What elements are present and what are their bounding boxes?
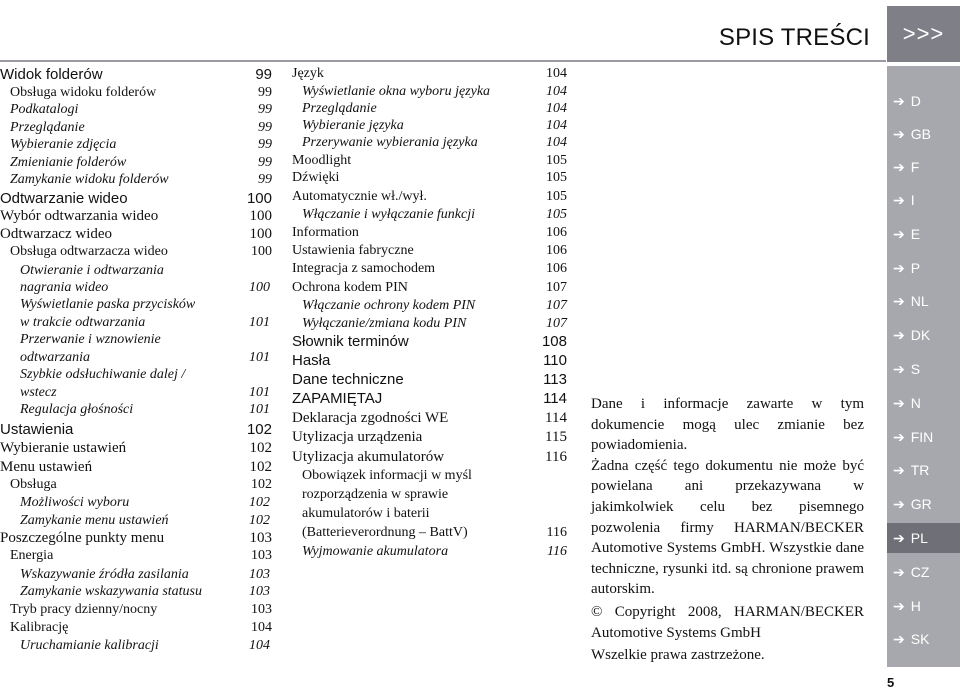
toc-entry-title: wstecz — [20, 384, 57, 400]
notice-paragraph: © Copyright 2008, HARMAN/BECKER Automotive Systems GmbH — [591, 603, 864, 641]
toc-entry[interactable] — [0, 332, 272, 350]
toc-entry-page: 99 — [258, 84, 272, 100]
toc-entry-page: 103 — [249, 530, 272, 546]
toc-entry-page: 116 — [545, 448, 567, 465]
arrow-right-icon: ➔ — [893, 93, 905, 109]
arrow-right-icon: ➔ — [893, 327, 905, 343]
toc-entry-title: Przeglądanie — [10, 119, 85, 135]
toc-entry[interactable] — [0, 620, 272, 638]
sidebar-item-label: F — [910, 159, 920, 175]
notice-paragraph: Dane i informacje zawarte w tym dokumencie mogą ulec zmianie bez powiadomienia. — [591, 396, 864, 454]
toc-entry[interactable] — [292, 352, 567, 371]
toc-entry-page: 110 — [543, 351, 567, 369]
toc-entry-title: Menu ustawień — [0, 458, 93, 475]
sidebar-item-label: DK — [910, 327, 931, 343]
toc-entry-title: Szybkie odsłuchiwanie dalej / — [20, 367, 186, 382]
notice-paragraph: Wszelkie prawa zastrzeżone. — [591, 647, 765, 664]
toc-entry[interactable] — [0, 477, 272, 495]
toc-entry-page: 100 — [249, 208, 272, 224]
toc-entry-page: 104 — [249, 637, 270, 653]
toc-entry-title: Wybór odtwarzania wideo — [0, 208, 159, 224]
toc-entry-page: 102 — [249, 512, 270, 528]
sidebar-item-dk[interactable] — [887, 320, 960, 350]
arrow-right-icon: ➔ — [893, 361, 905, 377]
toc-entry-title: rozporządzenia w sprawie — [302, 487, 449, 502]
toc-entry-page: 104 — [546, 117, 567, 133]
toc-entry-title: Obsługa odtwarzacza wideo — [10, 244, 168, 259]
sidebar-item-gr[interactable] — [887, 489, 960, 519]
toc-entry-page: 102 — [246, 421, 272, 438]
sidebar-item-pl[interactable] — [887, 523, 960, 553]
copyright-notice — [591, 394, 864, 666]
toc-entry-page: 102 — [249, 458, 272, 475]
toc-entry-title: Utylizacja akumulatorów — [292, 448, 445, 465]
arrow-right-icon: ➔ — [893, 260, 905, 276]
toc-entry-page: 99 — [255, 66, 272, 83]
toc-entry[interactable] — [292, 487, 567, 506]
arrow-right-icon: ➔ — [893, 192, 905, 208]
toc-entry-title: Otwieranie i odtwarzania — [20, 263, 164, 278]
toc-entry[interactable] — [292, 135, 567, 153]
toc-entry[interactable] — [292, 390, 567, 410]
sidebar-item-e[interactable] — [887, 219, 960, 249]
toc-entry-title: Widok folderów — [0, 66, 103, 83]
toc-entry-title: Regulacja głośności — [20, 402, 134, 417]
toc-entry[interactable] — [292, 243, 567, 262]
toc-entry-page: 104 — [251, 619, 272, 635]
toc-entry-title: Zamykanie menu ustawień — [20, 512, 169, 528]
toc-entry-title: Wybieranie zdjęcia — [10, 137, 117, 152]
toc-entry-page: 101 — [249, 384, 270, 400]
toc-entry-title: Możliwości wyboru — [20, 495, 130, 510]
toc-entry-title: Wybieranie ustawień — [0, 440, 127, 456]
toc-entry-page: 104 — [546, 83, 567, 99]
toc-entry[interactable] — [0, 402, 272, 421]
toc-entry[interactable] — [0, 208, 272, 226]
toc-entry[interactable] — [292, 410, 567, 430]
toc-entry-page: 113 — [543, 370, 567, 388]
toc-entry-page: 102 — [249, 440, 272, 456]
toc-entry-page: 100 — [249, 280, 270, 295]
toc-entry-title: Odtwarzacz wideo — [0, 226, 113, 242]
toc-entry-page: 103 — [251, 548, 272, 563]
toc-entry[interactable] — [292, 261, 567, 280]
toc-entry-page: 107 — [546, 315, 567, 331]
toc-entry-title: Zamykanie wskazywania statusu — [20, 584, 202, 599]
toc-column-right — [292, 66, 567, 563]
arrow-right-icon: ➔ — [893, 395, 905, 411]
sidebar-item-cz[interactable] — [887, 557, 960, 587]
toc-entry-title: Język — [292, 66, 324, 81]
toc-entry-page: 104 — [546, 100, 567, 116]
toc-entry[interactable] — [0, 530, 272, 548]
arrow-right-icon: ➔ — [893, 293, 905, 309]
arrow-right-icon: ➔ — [893, 598, 905, 614]
toc-entry-title: Przerwanie i wznowienie — [20, 332, 161, 347]
toc-entry[interactable] — [292, 525, 567, 544]
toc-entry-title: w trakcie odtwarzania — [20, 314, 146, 330]
toc-entry[interactable] — [292, 429, 567, 449]
toc-column-left — [0, 66, 272, 656]
toc-entry-page: 106 — [546, 261, 567, 276]
arrow-right-icon: ➔ — [893, 530, 905, 546]
toc-entry[interactable] — [0, 85, 272, 103]
toc-entry[interactable] — [292, 84, 567, 101]
toc-entry-title: Przerywanie wybierania języka — [302, 134, 478, 150]
toc-entry-title: akumulatorów i baterii — [302, 506, 430, 521]
toc-entry-page: 107 — [546, 298, 567, 313]
toc-entry[interactable] — [0, 120, 272, 138]
toc-entry[interactable] — [292, 66, 567, 84]
toc-entry-title: Ochrona kodem PIN — [292, 279, 408, 295]
toc-entry[interactable] — [292, 333, 567, 352]
toc-entry[interactable] — [0, 244, 272, 263]
toc-entry[interactable] — [0, 495, 272, 513]
sidebar-item-label: GR — [910, 496, 932, 512]
toc-entry-title: Hasła — [292, 351, 331, 369]
toc-entry[interactable] — [292, 170, 567, 189]
toc-entry-title: Dźwięki — [292, 170, 340, 185]
sidebar-item-f[interactable] — [887, 152, 960, 182]
toc-entry-title: Uruchamianie kalibracji — [20, 637, 159, 653]
toc-entry-title: Odtwarzanie wideo — [0, 189, 128, 207]
toc-entry[interactable] — [0, 155, 272, 173]
toc-entry-title: Dane techniczne — [292, 370, 404, 388]
toc-entry-page: 104 — [546, 66, 567, 81]
sidebar-item-label: NL — [910, 293, 929, 309]
sidebar-item-label: FIN — [910, 429, 934, 445]
toc-entry[interactable] — [292, 544, 567, 563]
toc-entry-page: 101 — [249, 349, 270, 365]
toc-entry-page: 102 — [251, 477, 272, 492]
toc-entry-title: Włączanie i wyłączanie funkcji — [302, 206, 476, 222]
sidebar-item-label: SK — [910, 631, 930, 647]
arrow-right-icon: ➔ — [893, 462, 905, 478]
arrow-right-icon: ➔ — [893, 631, 905, 647]
toc-entry-page: 101 — [249, 402, 270, 417]
sidebar-item-gb[interactable] — [887, 119, 960, 149]
toc-entry-title: Poszczególne punkty menu — [0, 530, 165, 546]
toc-entry-page: 105 — [546, 170, 567, 185]
toc-entry-title: Kalibrację — [10, 619, 69, 635]
toc-entry-title: odtwarzania — [20, 349, 91, 365]
toc-entry-page: 108 — [541, 332, 567, 350]
sidebar-item-i[interactable] — [887, 185, 960, 215]
toc-entry[interactable] — [0, 226, 272, 244]
sidebar-item-label: GB — [910, 126, 931, 142]
toc-entry-title: Information — [292, 224, 359, 240]
toc-entry-page: 104 — [546, 134, 567, 150]
toc-entry[interactable] — [0, 190, 272, 209]
toc-entry-page: 99 — [258, 137, 272, 152]
toc-entry-page: 100 — [249, 226, 272, 242]
toc-entry[interactable] — [292, 153, 567, 171]
toc-entry[interactable] — [292, 207, 567, 225]
header-divider — [0, 60, 886, 62]
toc-entry[interactable] — [0, 602, 272, 620]
toc-entry-title: (Batterieverordnung – BattV) — [302, 525, 468, 540]
toc-entry-title: Zamykanie widoku folderów — [10, 172, 169, 187]
toc-entry[interactable] — [0, 350, 272, 368]
toc-entry-title: Podkatalogi — [10, 102, 79, 117]
notice-paragraph: Żadna część tego dokumentu nie może być powielana ani przekazywana w jakimkolwiek celu bez pisemnego pozwolenia firmy HARMAN/BECKER Automotive Systems GmbH. Wszystkie dane techniczne, rysunki itd. są chronione prawem autorskim. — [591, 457, 864, 598]
arrow-right-icon: ➔ — [893, 496, 905, 512]
sidebar-item-label: D — [910, 93, 921, 109]
toc-entry[interactable] — [292, 506, 567, 525]
toc-entry[interactable] — [0, 66, 272, 85]
toc-entry[interactable] — [292, 316, 567, 333]
toc-entry-title: Ustawienia — [0, 421, 74, 438]
toc-entry[interactable] — [292, 468, 567, 487]
toc-entry[interactable] — [292, 189, 567, 207]
sidebar-item-label: N — [910, 395, 921, 411]
toc-entry[interactable] — [292, 280, 567, 299]
toc-entry-page: 114 — [543, 389, 567, 407]
toc-entry-title: Energia — [10, 548, 54, 563]
toc-entry-page: 114 — [545, 409, 567, 426]
toc-entry-page: 99 — [258, 102, 272, 117]
toc-entry-title: Deklaracja zgodności WE — [292, 409, 449, 426]
sidebar-item-label: S — [910, 361, 921, 377]
toc-entry-page: 100 — [246, 189, 272, 207]
toc-entry-title: Moodlight — [292, 152, 352, 168]
toc-entry-page: 106 — [546, 242, 567, 258]
toc-entry[interactable] — [0, 567, 272, 585]
toc-entry-page: 103 — [249, 584, 270, 599]
toc-entry-page: 107 — [546, 279, 567, 295]
arrow-right-icon: ➔ — [893, 564, 905, 580]
toc-entry[interactable] — [0, 137, 272, 155]
toc-entry-title: Obowiązek informacji w myśl — [302, 468, 472, 483]
toc-entry-page: 102 — [249, 495, 270, 510]
toc-entry-page: 105 — [546, 152, 567, 168]
toc-entry-title: Wyłączanie/zmiana kodu PIN — [302, 315, 467, 331]
toc-entry[interactable] — [0, 263, 272, 280]
sidebar-item-label: TR — [910, 462, 930, 478]
toc-entry[interactable] — [0, 638, 272, 656]
toc-entry[interactable] — [0, 102, 272, 120]
toc-entry[interactable] — [292, 371, 567, 390]
toc-entry-page: 105 — [546, 206, 567, 222]
toc-entry-title: Wyświetlanie paska przycisków — [20, 297, 196, 312]
toc-entry-page: 100 — [251, 244, 272, 259]
toc-entry[interactable] — [0, 172, 272, 190]
sidebar-item-tr[interactable] — [887, 455, 960, 485]
toc-entry-title: nagrania wideo — [20, 280, 109, 295]
toc-entry[interactable] — [0, 421, 272, 440]
toc-entry-page: 106 — [546, 224, 567, 240]
sidebar-item-label: PL — [910, 530, 928, 546]
sidebar-item-fin[interactable] — [887, 422, 960, 452]
toc-entry[interactable] — [292, 449, 567, 469]
toc-entry[interactable] — [0, 513, 272, 531]
toc-entry[interactable] — [0, 315, 272, 333]
toc-entry-page: 116 — [546, 525, 567, 540]
toc-entry[interactable] — [0, 459, 272, 478]
toc-entry-title: Tryb pracy dzienny/nocny — [10, 601, 158, 617]
toc-entry-title: Wyświetlanie okna wyboru języka — [302, 83, 491, 99]
toc-entry-title: Integracja z samochodem — [292, 261, 436, 276]
toc-entry-title: Utylizacja urządzenia — [292, 429, 423, 445]
sidebar-item-label: E — [910, 226, 921, 242]
toc-entry-page: 99 — [258, 154, 272, 170]
toc-entry[interactable] — [0, 440, 272, 459]
sidebar-item-d[interactable] — [887, 86, 960, 116]
sidebar-item-n[interactable] — [887, 388, 960, 418]
arrow-right-icon: ➔ — [893, 159, 905, 175]
toc-entry-title: Wskazywanie źródła zasilania — [20, 566, 189, 582]
arrow-right-icon: ➔ — [893, 126, 905, 142]
toc-entry[interactable] — [0, 385, 272, 403]
toc-entry-title: Wyjmowanie akumulatora — [302, 544, 449, 559]
toc-entry-title: Obsługa widoku folderów — [10, 84, 157, 100]
toc-entry-title: Automatycznie wł./wył. — [292, 188, 427, 204]
language-sidebar — [887, 66, 960, 667]
toc-entry-page: 105 — [546, 188, 567, 204]
toc-entry-page: 116 — [547, 544, 567, 559]
arrow-right-icon: ➔ — [893, 429, 905, 445]
toc-entry-title: Przeglądanie — [302, 100, 377, 116]
toc-entry-title: Obsługa — [10, 477, 57, 492]
sidebar-item-nl[interactable] — [887, 286, 960, 316]
toc-entry[interactable] — [0, 548, 272, 567]
toc-entry-title: Włączanie ochrony kodem PIN — [302, 298, 476, 313]
sidebar-item-sk[interactable] — [887, 624, 960, 654]
arrow-right-icon: ➔ — [893, 226, 905, 242]
toc-entry-page: 101 — [249, 314, 270, 330]
sidebar-item-label: CZ — [910, 564, 930, 580]
toc-entry[interactable] — [292, 118, 567, 135]
toc-entry[interactable] — [292, 225, 567, 243]
toc-entry-title: Zmienianie folderów — [10, 154, 127, 170]
toc-entry-title: Wybieranie języka — [302, 117, 404, 133]
toc-entry[interactable] — [0, 367, 272, 385]
toc-entry[interactable] — [292, 298, 567, 316]
toc-entry[interactable] — [292, 101, 567, 118]
page-title: SPIS TREŚCI — [718, 24, 870, 51]
next-page-button[interactable]: >>> — [887, 6, 960, 62]
toc-entry[interactable] — [0, 297, 272, 315]
sidebar-item-p[interactable] — [887, 253, 960, 283]
toc-entry-title: Słownik terminów — [292, 332, 409, 350]
toc-entry-page: 99 — [258, 119, 272, 135]
toc-entry[interactable] — [0, 280, 272, 297]
toc-entry-page: 99 — [258, 172, 272, 187]
toc-entry-title: ZAPAMIĘTAJ — [292, 389, 383, 407]
toc-entry-page: 115 — [545, 429, 567, 445]
sidebar-item-s[interactable] — [887, 354, 960, 384]
toc-entry-page: 103 — [251, 601, 272, 617]
toc-entry-title: Ustawienia fabryczne — [292, 242, 414, 258]
sidebar-item-h[interactable] — [887, 591, 960, 621]
page-number: 5 — [887, 675, 895, 690]
sidebar-item-label: P — [910, 260, 921, 276]
toc-entry[interactable] — [0, 584, 272, 602]
sidebar-item-label: H — [910, 598, 921, 614]
toc-entry-page: 103 — [249, 566, 270, 582]
sidebar-item-label: I — [910, 192, 915, 208]
